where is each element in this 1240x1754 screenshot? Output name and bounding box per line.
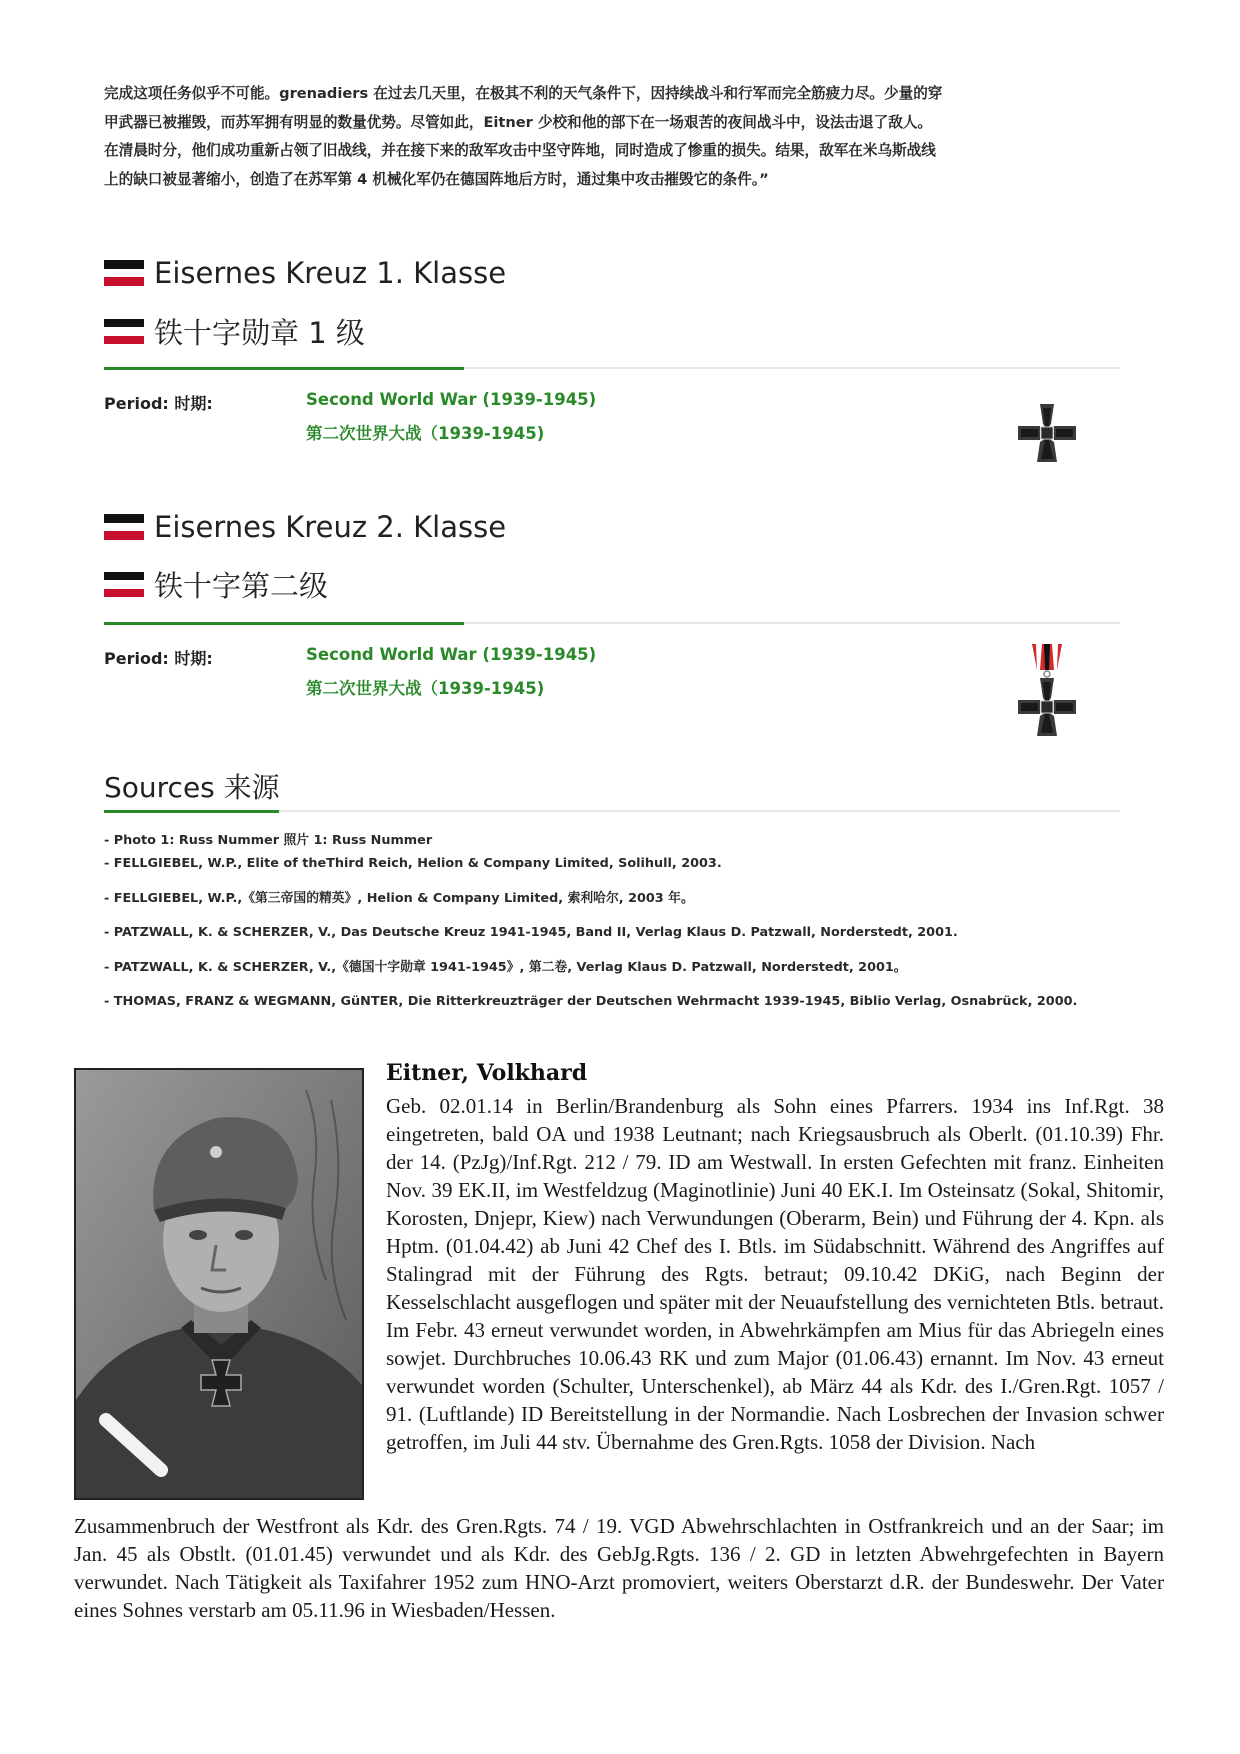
award-2-title-zh <box>104 564 328 605</box>
award-2-divider <box>104 622 1120 624</box>
imperial-flag-icon <box>104 260 144 286</box>
award-1-title-de <box>104 256 506 290</box>
bio-text-full-width: Zusammenbruch der Westfront als Kdr. des Gren.Rgts. 74 / 19. VGD Abwehrschlachten in Ostfrankreich und an der Saar; im Jan. 45 als Obstlt. (01.01.45) verwundet und als Kdr. des GebJg.Rgts. 136 / 2. GD in letzten Abwehrgefechten in Bayern verwundet. Nach Tätigkeit als Taxifahrer 1952 zum HNO-Arzt promoviert, weiters Oberstarzt d.R. der Bundeswehr. Der Vater eines Sohnes verstarb am 05.11.96 in Wiesbaden/Hessen. <box>74 1514 1164 1622</box>
award-1-divider <box>104 367 1120 369</box>
award-1-period-zh: 第二次世界大战（1939-1945) <box>306 424 545 443</box>
source-item: - Photo 1: Russ Nummer 照片 1: Russ Nummer <box>104 833 433 848</box>
iron-cross-first-class-icon <box>1012 398 1082 498</box>
bio-name: Eitner, Volkhard <box>386 1060 588 1086</box>
imperial-flag-icon <box>104 319 144 345</box>
sources-title: Sources 来源 <box>104 771 280 804</box>
award-2-period-en: Second World War (1939-1945) <box>306 645 597 664</box>
award-1-title-zh-text: 铁十字勋章 1 级 <box>154 316 365 350</box>
source-item: - FELLGIEBEL, W.P., Elite of theThird Reich, Helion & Company Limited, Solihull, 2003. <box>104 856 722 871</box>
imperial-flag-icon <box>104 514 144 540</box>
award-2-title-de-text: Eisernes Kreuz 2. Klasse <box>154 510 507 544</box>
award-1-period-label: Period: 时期: <box>104 394 213 413</box>
iron-cross-second-class-ribbon-icon <box>1012 642 1082 742</box>
source-item: - THOMAS, FRANZ & WEGMANN, GüNTER, Die Ritterkreuzträger der Deutschen Wehrmacht 1939-1945, Biblio Verlag, Osnabrück, 2000. <box>104 994 1078 1009</box>
award-2-title-de <box>104 510 506 544</box>
intro-paragraph: 完成这项任务似乎不可能。grenadiers 在过去几天里，在极其不利的天气条件下，因持续战斗和行军而完全筋疲力尽。少量的穿甲武器已被摧毁，而苏军拥有明显的数量优势。尽管如此，Eitner 少校和他的部下在一场艰苦的夜间战斗中，设法击退了敌人。在清晨时分，他们成功重新占领了旧战线，并在接下来的敌军攻击中坚守阵地，同时造成了惨重的损失。结果，敌军在米乌斯战线上的缺口被显著缩小，创造了在苏军第 4 机械化军仍在德国阵地后方时，通过集中攻击摧毁它的条件。” <box>104 85 943 188</box>
sources-divider <box>104 810 1120 812</box>
source-item: - FELLGIEBEL, W.P.,《第三帝国的精英》, Helion & Company Limited, 索利哈尔, 2003 年。 <box>104 890 694 906</box>
source-item: - PATZWALL, K. & SCHERZER, V.,《德国十字勋章 1941-1945》, 第二卷, Verlag Klaus D. Patzwall, Norderstedt, 2001。 <box>104 959 907 975</box>
sources-list <box>104 832 1104 1028</box>
portrait-photo <box>74 1068 364 1500</box>
award-2-period-zh: 第二次世界大战（1939-1945) <box>306 679 545 698</box>
award-2-period-label: Period: 时期: <box>104 649 213 668</box>
award-1-title-zh <box>104 311 365 352</box>
imperial-flag-icon <box>104 572 144 598</box>
source-item: - PATZWALL, K. & SCHERZER, V., Das Deutsche Kreuz 1941-1945, Band II, Verlag Klaus D. Patzwall, Norderstedt, 2001. <box>104 925 958 940</box>
bio-text-column: Geb. 02.01.14 in Berlin/Brandenburg als Sohn eines Pfarrers. 1934 ins Inf.Rgt. 38 eingetreten, bald OA und 1938 Leutnant; nach Kriegsausbruch als Oberlt. (01.10.39) Fhr. der 14. (PzJg)/Inf.Rgt. 212 / 79. ID am Westwall. In ersten Gefechten mit franz. Einheiten Nov. 39 EK.II, im Westfeldzug (Maginotlinie) Juni 40 EK.I. Im Osteinsatz (Sokal, Shitomir, Korosten, Dnjepr, Kiew) nach Verwundungen (Oberarm, Bein) und Führung der 4. Kpn. als Hptm. (01.04.42) ab Juni 42 Chef des I. Btls. im Südabschnitt. Während des Angriffes auf Stalingrad mit der Führung des Rgts. betraut; 09.10.42 DKiG, nach Beginn der Kesselschlacht ausgeflogen und später mit der Neuaufstellung des vernichteten Btls. betraut. Im Febr. 43 erneut verwundet worden, in Abwehrkämpfen am Mius für das Abriegeln eines sowjet. Durchbruches 10.06.43 RK und zum Major (01.06.43) ernannt. Im Nov. 43 erneut verwundet worden (Schulter, Unterschenkel), ab März 44 als Kdr. des I./Gren.Rgt. 1057 / 91. (Luftlande) ID Bereitstellung in der Normandie. Nach Losbrechen der Invasion schwer getroffen, im Juli 44 stv. Übernahme des Gren.Rgts. 1058 der Division. Nach <box>386 1094 1164 1454</box>
award-1-period-en: Second World War (1939-1945) <box>306 390 597 409</box>
award-1-title-de-text: Eisernes Kreuz 1. Klasse <box>154 256 507 290</box>
award-2-title-zh-text: 铁十字第二级 <box>154 569 329 603</box>
